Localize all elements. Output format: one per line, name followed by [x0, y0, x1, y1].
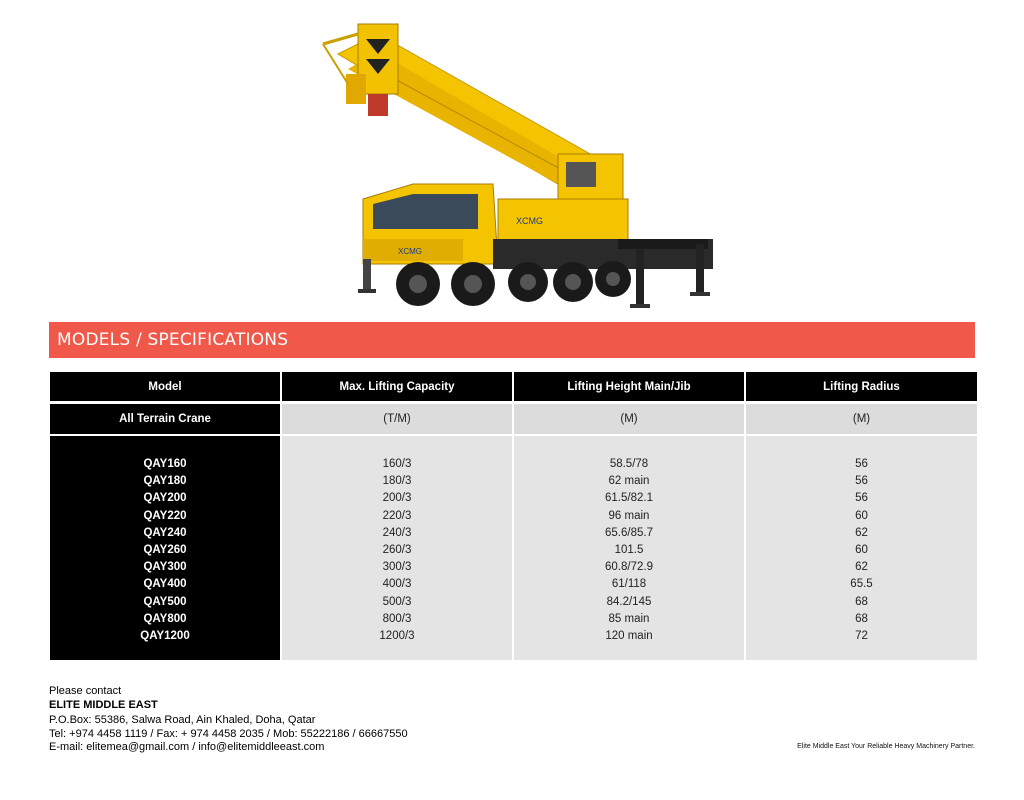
height-value: 61/118: [611, 578, 647, 591]
model-value: QAY160: [143, 458, 187, 470]
capacity-value: 200/3: [382, 492, 412, 505]
radius-value: 72: [855, 629, 868, 642]
height-value: 101.5: [614, 543, 644, 556]
section-banner: [49, 322, 975, 358]
capacity-value: 300/3: [382, 561, 412, 574]
height-value: 84.2/145: [606, 595, 652, 608]
table-body: [50, 436, 977, 660]
header-model: Model: [50, 372, 280, 401]
capacity-value: 500/3: [382, 595, 412, 608]
capacity-value: 180/3: [382, 475, 412, 488]
contact-intro: Please contact: [49, 685, 122, 697]
phone-numbers: Tel: +974 4458 1119 / Fax: + 974 4458 2035 / Mob: 55222186 / 66667550: [49, 727, 408, 740]
cab-brand-label: XCMG: [398, 247, 422, 256]
radius-value: 62: [855, 561, 868, 574]
capacity-value: 1200/3: [379, 629, 415, 642]
model-value: QAY220: [143, 509, 187, 522]
header-height: Lifting Height Main/Jib: [514, 372, 744, 401]
crane-brand-label: XCMG: [516, 216, 543, 226]
unit-capacity: (T/M): [282, 404, 512, 434]
model-value: QAY200: [143, 492, 187, 505]
radius-value: 68: [855, 612, 868, 625]
spec-table: [50, 372, 977, 660]
table-unit-row: [50, 404, 977, 434]
tagline: Elite Middle East Your Reliable Heavy Machinery Partner.: [797, 743, 975, 750]
company-name: ELITE MIDDLE EAST: [49, 698, 158, 711]
radius-value: 68: [855, 595, 868, 608]
model-value: QAY300: [143, 561, 187, 574]
height-value: 62 main: [608, 475, 650, 488]
radius-column: [746, 436, 977, 660]
height-value: 60.8/72.9: [605, 561, 653, 574]
capacity-value: 160/3: [382, 458, 412, 470]
table-header-row: [50, 372, 977, 401]
capacity-column: [282, 436, 512, 660]
radius-value: 56: [855, 458, 868, 470]
radius-value: 60: [855, 509, 868, 522]
radius-value: 65.5: [850, 578, 873, 591]
radius-value: 56: [855, 475, 868, 488]
capacity-value: 800/3: [382, 612, 412, 625]
capacity-value: 240/3: [382, 526, 412, 539]
height-column: [514, 436, 744, 660]
unit-height: (M): [514, 404, 744, 434]
height-value: 58.5/78: [609, 458, 649, 470]
model-value: QAY500: [143, 595, 187, 608]
capacity-value: 220/3: [382, 509, 412, 522]
model-value: QAY180: [143, 475, 187, 488]
header-radius: Lifting Radius: [746, 372, 977, 401]
model-value: QAY240: [143, 526, 187, 539]
height-value: 65.6/85.7: [605, 526, 653, 539]
unit-model: All Terrain Crane: [50, 404, 280, 434]
model-column: [50, 436, 280, 660]
unit-radius: (M): [746, 404, 977, 434]
height-value: 96 main: [608, 509, 650, 522]
header-capacity: Max. Lifting Capacity: [282, 372, 512, 401]
model-value: QAY260: [143, 543, 187, 556]
address: P.O.Box: 55386, Salwa Road, Ain Khaled, Doha, Qatar: [49, 714, 316, 726]
capacity-value: 260/3: [382, 543, 412, 556]
height-value: 61.5/82.1: [605, 492, 653, 505]
radius-value: 56: [855, 492, 868, 505]
model-value: QAY400: [143, 578, 187, 591]
section-title: MODELS / SPECIFICATIONS: [57, 330, 289, 350]
contact-block: [49, 685, 408, 755]
model-value: QAY800: [143, 612, 187, 625]
height-value: 120 main: [605, 629, 653, 642]
model-value: QAY1200: [140, 629, 190, 642]
radius-value: 60: [855, 543, 868, 556]
email-addresses: E-mail: elitemea@gmail.com / info@elitemiddleeast.com: [49, 741, 325, 753]
radius-value: 62: [855, 526, 868, 539]
height-value: 85 main: [608, 612, 650, 625]
capacity-value: 400/3: [382, 578, 412, 591]
crane-photo: [318, 14, 718, 314]
